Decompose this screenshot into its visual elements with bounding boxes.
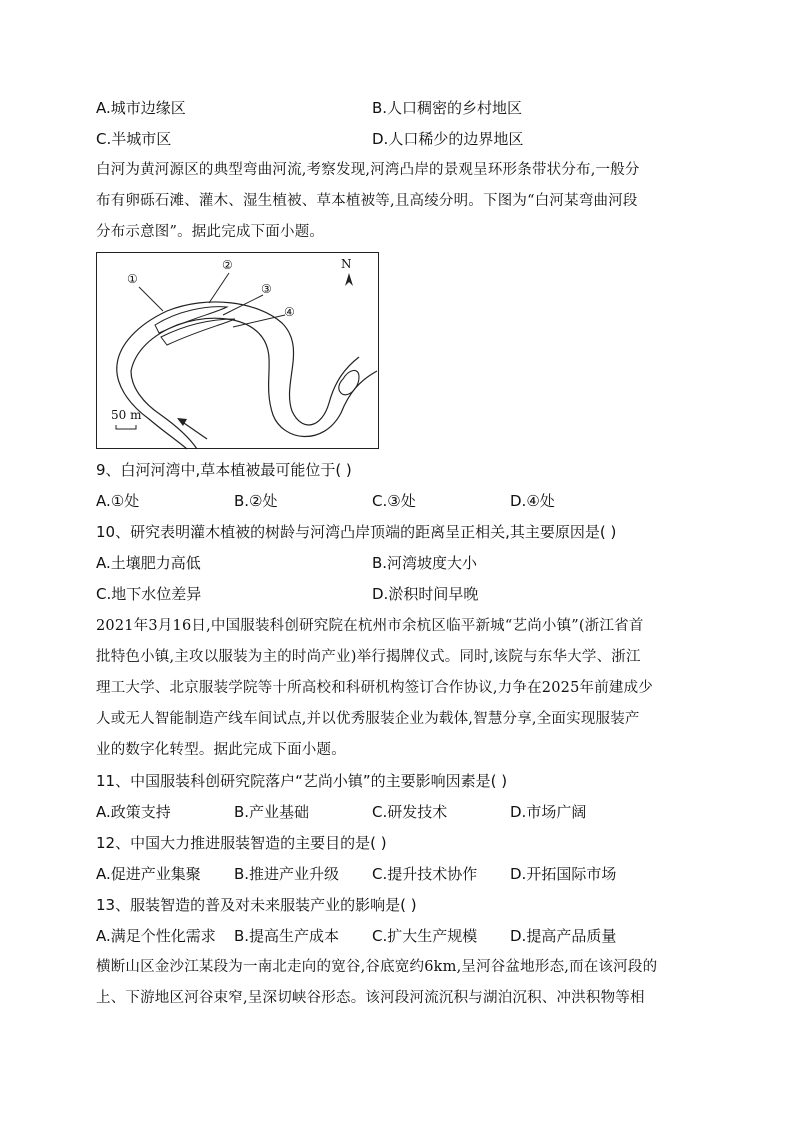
q9-option-c: C.③处 (372, 492, 416, 510)
leader-line-3 (223, 295, 263, 315)
river-lower-bank-1 (117, 365, 187, 449)
q11-option-d: D.市场广阔 (510, 803, 587, 821)
q10-option-a: A.土壤肥力高低 (96, 554, 201, 572)
marker-4: ④ (284, 305, 295, 319)
scale-label: 50 m (111, 408, 142, 422)
north-arrow-icon (345, 273, 353, 286)
q12-option-a: A.促进产业集聚 (96, 865, 201, 883)
point-bar-zone-2 (161, 319, 235, 345)
passage3-line-2: 上、下游地区河谷束窄,呈深切峡谷形态。该河段河流沉积与湖泊沉积、冲洪积物等相 (96, 990, 645, 1006)
q11-stem: 11、中国服装科创研究院落户“艺尚小镇”的主要影响因素是( ) (96, 772, 508, 790)
marker-2: ② (222, 258, 233, 272)
scale-bar-icon (116, 425, 136, 429)
q13-option-a: A.满足个性化需求 (96, 927, 216, 945)
passage2-line-2: 批特色小镇,主攻以服装为主的时尚产业)举行揭牌仪式。同时,该院与东华大学、浙江 (96, 649, 641, 665)
q10-option-d: D.淤积时间早晚 (372, 585, 479, 603)
q9-option-d: D.④处 (510, 492, 555, 510)
leader-line-2 (209, 273, 229, 303)
q11-option-b: B.产业基础 (234, 803, 310, 821)
q13-option-c: C.扩大生产规模 (372, 927, 478, 945)
leader-line-4 (233, 315, 285, 327)
passage2-line-3: 理工大学、北京服装学院等十所高校和科研机构签订合作协议,力争在2025年前建成少 (96, 680, 654, 696)
q10-stem: 10、研究表明灌木植被的树龄与河湾凸岸顶端的距离呈正相关,其主要原因是( ) (96, 523, 617, 541)
q12-option-c: C.提升技术协作 (372, 865, 478, 883)
passage3-line-1: 横断山区金沙江某段为一南北走向的宽谷,谷底宽约6km,呈河谷盆地形态,而在该河段的 (96, 959, 658, 975)
leader-line-1 (139, 287, 163, 311)
q13-stem: 13、服装智造的普及对未来服装产业的影响是( ) (96, 896, 417, 914)
q11-option-a: A.政策支持 (96, 803, 171, 821)
q13-option-b: B.提高生产成本 (234, 927, 340, 945)
north-label: N (341, 257, 352, 271)
passage2-line-5: 业的数字化转型。据此完成下面小题。 (96, 742, 346, 758)
marker-1: ① (127, 272, 138, 286)
q10-option-c: C.地下水位差异 (96, 585, 202, 603)
passage1-line-2: 布有卵砾石滩、灌木、湿生植被、草本植被等,且高绫分明。下图为“白河某弯曲河段 (96, 193, 638, 209)
river-bend-map (96, 252, 379, 449)
q10-option-b: B.河湾坡度大小 (372, 554, 478, 572)
passage2-line-1: 2021年3月16日,中国服装科创研究院在杭州市余杭区临平新城“艺尚小镇”(浙江省首 (96, 618, 644, 634)
q8-option-b: B.人口稠密的乡村地区 (372, 99, 523, 117)
passage1-line-3: 分布示意图”。据此完成下面小题。 (96, 224, 325, 240)
q8-option-d: D.人口稀少的边界地区 (372, 130, 524, 148)
marker-3: ③ (261, 282, 272, 296)
q9-option-b: B.②处 (234, 492, 278, 510)
q11-option-c: C.研发技术 (372, 803, 448, 821)
q13-option-d: D.提高产品质量 (510, 927, 617, 945)
flow-arrow-line (181, 421, 207, 439)
q9-option-a: A.①处 (96, 492, 140, 510)
passage2-line-4: 人或无人智能制造产线车间试点,并以优秀服装企业为载体,智慧分享,全面实现服装产 (96, 711, 640, 727)
q12-option-b: B.推进产业升级 (234, 865, 340, 883)
river-outer-bank (117, 302, 359, 425)
q8-option-c: C.半城市区 (96, 130, 172, 148)
passage1-line-1: 白河为黄河源区的典型弯曲河流,考察发现,河湾凸岸的景观呈环形条带状分布,一般分 (96, 162, 640, 178)
q12-stem: 12、中国大力推进服装智造的主要目的是( ) (96, 834, 387, 852)
q9-stem: 9、白河河湾中,草本植被最可能位于( ) (96, 461, 352, 479)
q8-option-a: A.城市边缘区 (96, 99, 186, 117)
q12-option-d: D.开拓国际市场 (510, 865, 617, 883)
